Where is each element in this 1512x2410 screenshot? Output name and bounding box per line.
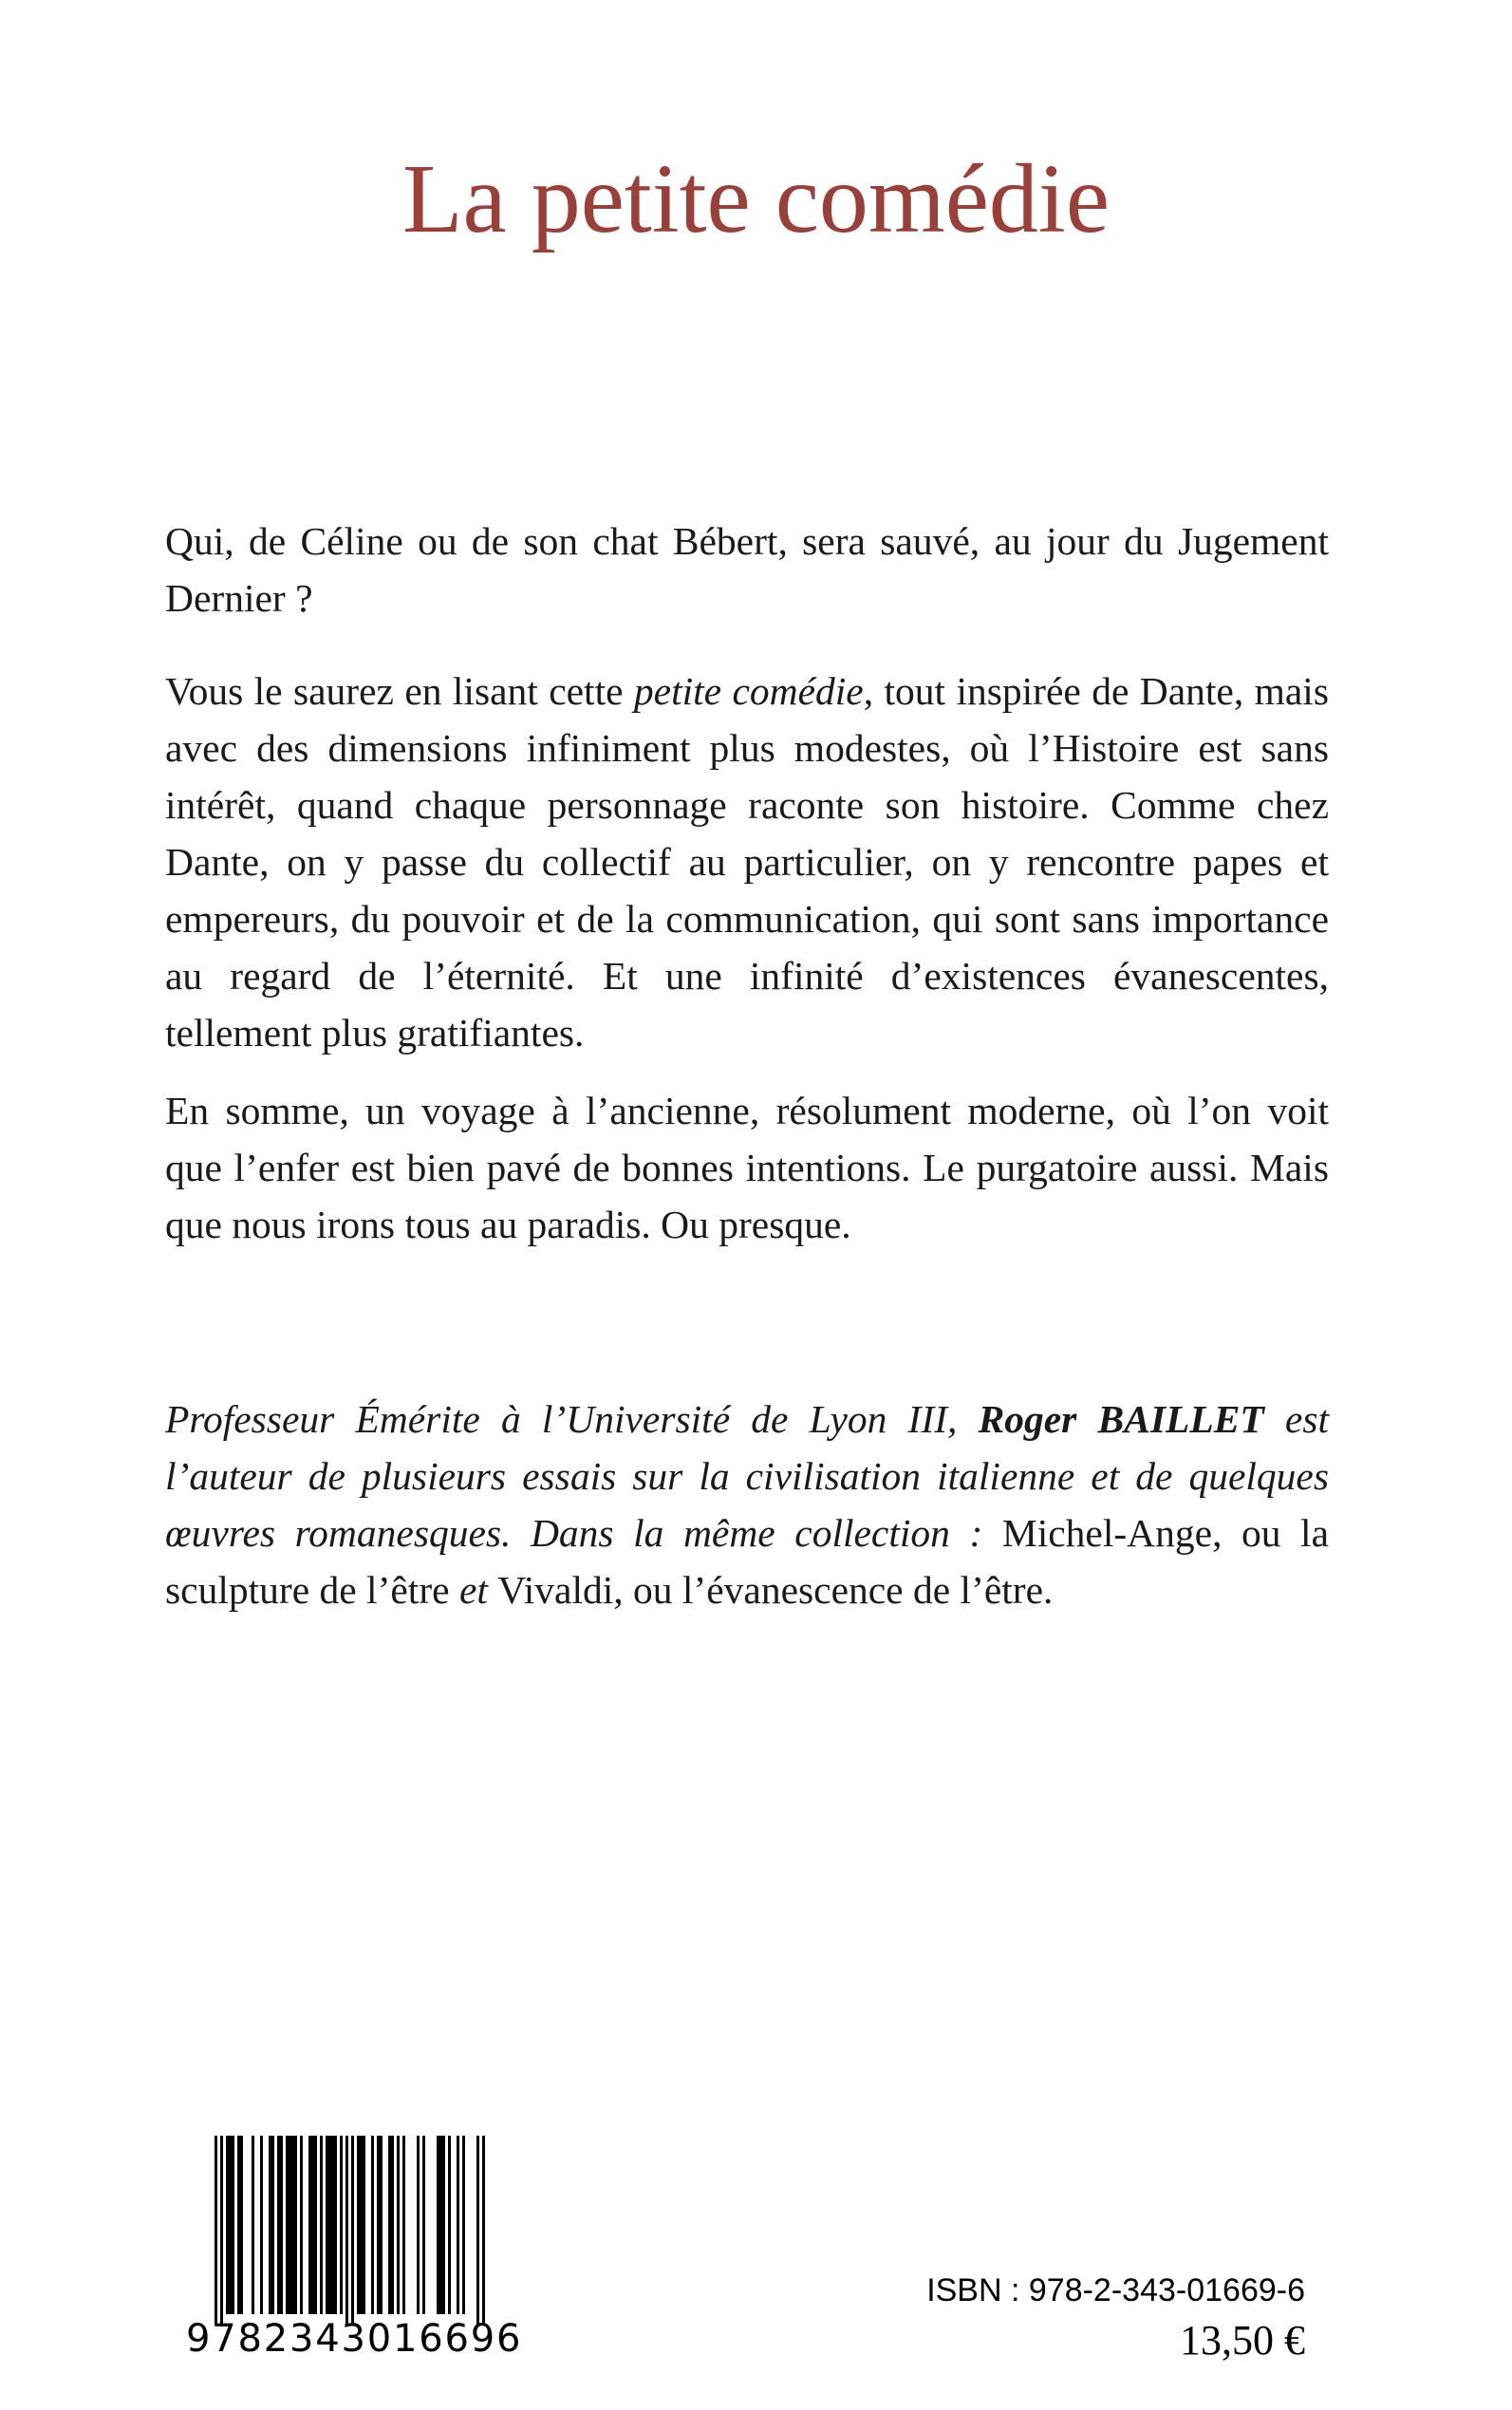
barcode-bar <box>442 2136 445 2314</box>
barcode-bar <box>320 2136 323 2314</box>
author-bio <box>165 1391 1329 1618</box>
barcode-bar <box>437 2136 439 2314</box>
barcode-bar <box>294 2136 297 2314</box>
barcode-bar <box>220 2136 223 2326</box>
barcode-bar <box>215 2136 217 2326</box>
barcode-bar <box>417 2136 420 2314</box>
teaser-paragraph-1: Qui, de Céline ou de son chat Bébert, sera sauvé, au jour du Jugement Dernier ? <box>165 519 1329 620</box>
isbn-label: ISBN : 978-2-343-01669-6 <box>926 2272 1305 2308</box>
barcode-bar <box>462 2136 465 2314</box>
p2-text-after: , tout inspirée de Dante, mais avec des dimensions infiniment plus modestes, où l’Histoire est sans intérêt, quand chaque personnage raconte son histoire. Comme chez Dante, on y passe du collectif au particulier, on y rencontre papes et empereurs, du pouvoir et de la communication, qui sont sans importance au regard de l’éternité. Et une infinité d’existences évanescentes, tellement plus gratifiantes. <box>165 669 1329 1055</box>
barcode-bar <box>291 2136 294 2314</box>
barcode-bar <box>269 2136 271 2314</box>
barcode-bar <box>286 2136 289 2314</box>
bio-conjunction: et <box>449 1568 498 1612</box>
barcode-bar <box>289 2136 291 2314</box>
barcode-bar <box>476 2136 479 2326</box>
barcode-bar <box>326 2136 328 2314</box>
barcode-bar <box>252 2136 254 2314</box>
barcode-bar <box>237 2136 240 2314</box>
barcode-bars <box>186 2136 513 2326</box>
barcode-bar <box>331 2136 334 2314</box>
barcode-bar <box>334 2136 337 2314</box>
barcode-bar <box>482 2136 485 2326</box>
barcode-bar <box>345 2136 348 2326</box>
barcode-digits: 9782343016696 <box>186 2317 523 2361</box>
barcode-bar <box>311 2136 314 2314</box>
barcode-bar <box>229 2136 232 2314</box>
bio-book-1: Michel-Ange, ou la sculpture de l’être <box>165 1511 1329 1612</box>
barcode-bar <box>351 2136 354 2326</box>
barcode-bar <box>363 2136 365 2314</box>
barcode-bar <box>388 2136 391 2314</box>
bio-intro: Professeur Émérite à l’Université de Lyon III, <box>165 1397 979 1441</box>
barcode-bar <box>380 2136 383 2314</box>
bio-book-2: Vivaldi, ou l’évanescence de l’être. <box>497 1568 1054 1612</box>
barcode-bar <box>377 2136 380 2314</box>
barcode-bar <box>391 2136 394 2314</box>
barcode <box>186 2136 513 2326</box>
barcode-bar <box>300 2136 303 2314</box>
barcode-bar <box>402 2136 405 2314</box>
book-title: La petite comédie <box>402 144 1110 253</box>
barcode-bar <box>457 2136 459 2314</box>
author-name: Roger BAILLET <box>978 1397 1264 1441</box>
teaser-paragraph-2 <box>165 663 1329 1061</box>
barcode-bar <box>232 2136 234 2314</box>
barcode-bar <box>240 2136 243 2314</box>
barcode-bar <box>371 2136 374 2314</box>
price-label: 13,50 € <box>1180 2317 1305 2363</box>
barcode-bar <box>280 2136 283 2314</box>
barcode-bar <box>360 2136 363 2314</box>
barcode-bar <box>328 2136 331 2314</box>
barcode-bar <box>308 2136 311 2314</box>
bio-middle: est l’auteur de plusieurs essais sur la civilisation italienne et de quelques œuvres romanesques. Dans la même collection : <box>165 1397 1330 1555</box>
barcode-bar <box>357 2136 360 2314</box>
barcode-bar <box>260 2136 263 2314</box>
p2-italic-title: petite comédie <box>633 669 864 713</box>
barcode-bar <box>277 2136 280 2314</box>
barcode-bar <box>226 2136 229 2314</box>
barcode-bar <box>439 2136 442 2314</box>
barcode-bar <box>448 2136 451 2314</box>
barcode-bar <box>271 2136 274 2314</box>
barcode-bar <box>340 2136 343 2314</box>
teaser-paragraph-3: En somme, un voyage à l’ancienne, résolument moderne, où l’on voit que l’enfer est bien pavé de bonnes intentions. Le purgatoire aussi. Mais que nous irons tous au paradis. Ou presque. <box>165 1089 1329 1246</box>
barcode-bar <box>314 2136 317 2314</box>
barcode-bar <box>397 2136 400 2314</box>
barcode-bar <box>422 2136 425 2314</box>
p2-text-before: Vous le saurez en lisant cette <box>165 669 634 713</box>
